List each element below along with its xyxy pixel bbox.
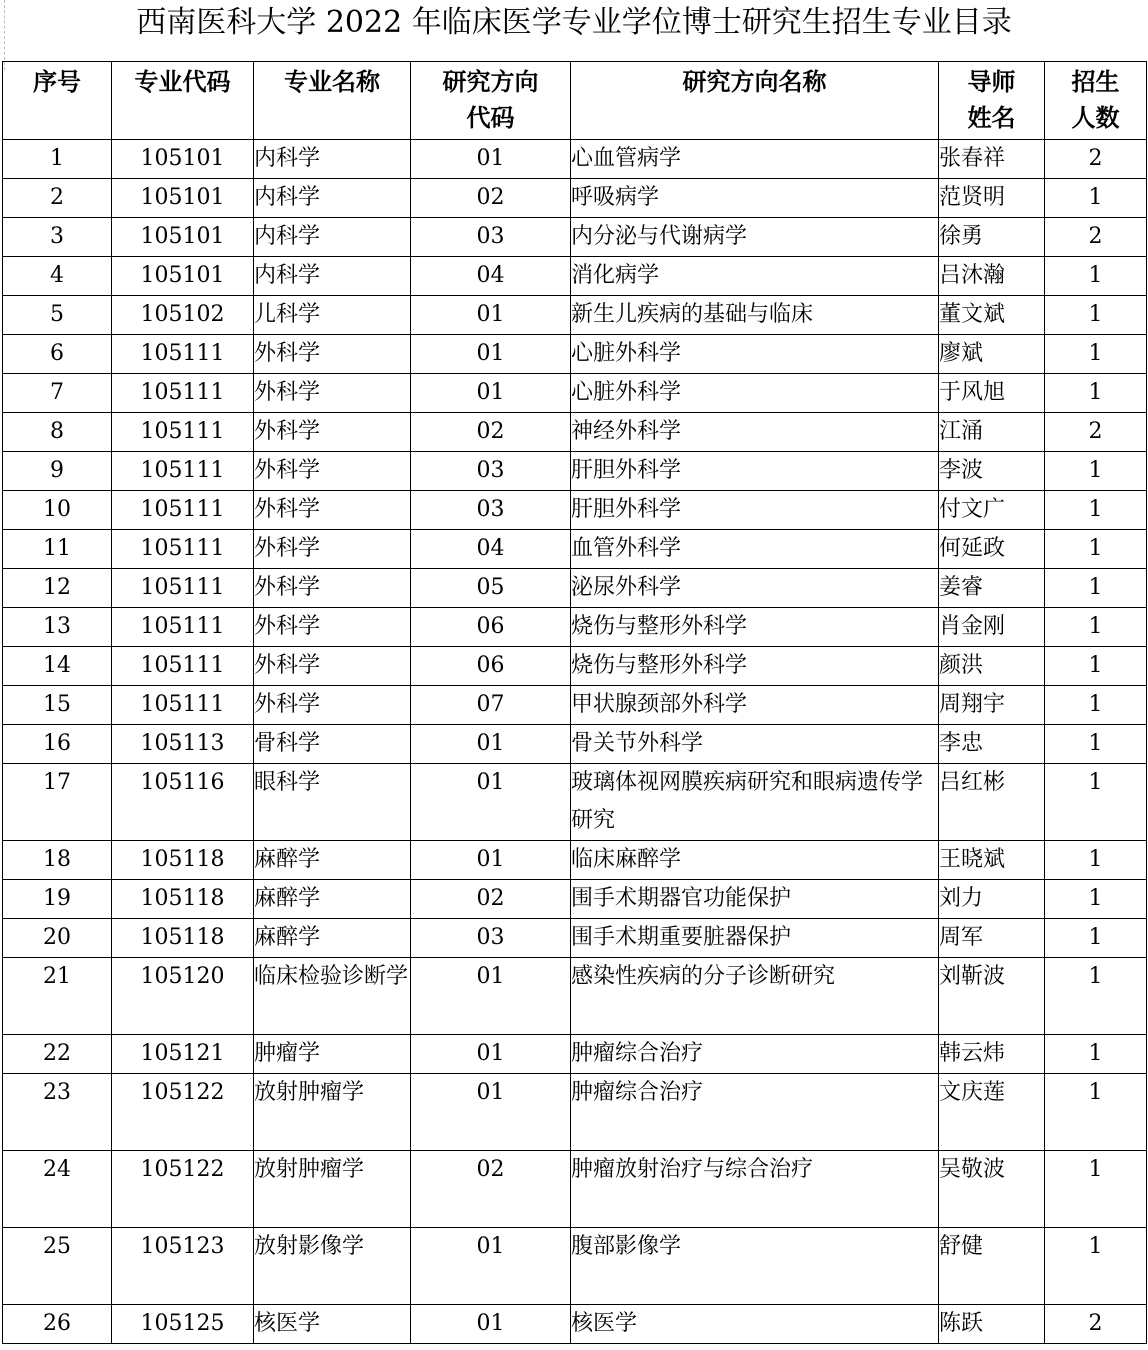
cell-major-code: 105125 [112, 1305, 254, 1344]
cell-major-code: 105123 [112, 1228, 254, 1305]
cell-supervisor: 吕沐瀚 [939, 257, 1045, 296]
cell-quota: 1 [1045, 958, 1147, 1035]
cell-quota: 1 [1045, 179, 1147, 218]
table-row [3, 218, 1147, 257]
cell-index: 1 [3, 140, 112, 179]
cell-direction-name: 肿瘤放射治疗与综合治疗 [571, 1151, 939, 1228]
cell-major-code: 105120 [112, 958, 254, 1035]
table-row [3, 257, 1147, 296]
table-row [3, 413, 1147, 452]
cell-direction-name: 围手术期重要脏器保护 [571, 919, 939, 958]
cell-direction-code: 03 [411, 919, 571, 958]
cell-direction-name: 血管外科学 [571, 530, 939, 569]
cell-major-name: 内科学 [254, 218, 411, 257]
table-row [3, 179, 1147, 218]
cell-direction-code: 01 [411, 1305, 571, 1344]
cell-direction-name: 骨关节外科学 [571, 725, 939, 764]
cell-supervisor: 董文斌 [939, 296, 1045, 335]
cell-supervisor: 何延政 [939, 530, 1045, 569]
cell-direction-name: 神经外科学 [571, 413, 939, 452]
header-quota: 招生人数 [1045, 62, 1147, 140]
cell-supervisor: 廖斌 [939, 335, 1045, 374]
cell-direction-name: 心脏外科学 [571, 374, 939, 413]
cell-major-name: 眼科学 [254, 764, 411, 841]
cell-direction-name: 泌尿外科学 [571, 569, 939, 608]
cell-quota: 1 [1045, 1074, 1147, 1151]
cell-major-name: 外科学 [254, 413, 411, 452]
cell-direction-code: 01 [411, 296, 571, 335]
cell-quota: 2 [1045, 1305, 1147, 1344]
cell-direction-code: 06 [411, 647, 571, 686]
cell-direction-code: 02 [411, 179, 571, 218]
cell-direction-name: 心血管病学 [571, 140, 939, 179]
cell-supervisor: 刘靳波 [939, 958, 1045, 1035]
cell-direction-code: 02 [411, 413, 571, 452]
cell-index: 16 [3, 725, 112, 764]
cell-direction-name: 围手术期器官功能保护 [571, 880, 939, 919]
table-row [3, 958, 1147, 1035]
table-row [3, 296, 1147, 335]
cell-direction-code: 06 [411, 608, 571, 647]
cell-direction-code: 01 [411, 335, 571, 374]
table-row [3, 1305, 1147, 1344]
table-row [3, 452, 1147, 491]
table-row [3, 725, 1147, 764]
cell-index: 13 [3, 608, 112, 647]
cell-major-name: 外科学 [254, 647, 411, 686]
cell-major-code: 105118 [112, 841, 254, 880]
cell-index: 25 [3, 1228, 112, 1305]
cell-quota: 1 [1045, 1228, 1147, 1305]
cell-quota: 1 [1045, 686, 1147, 725]
cell-quota: 1 [1045, 569, 1147, 608]
cell-supervisor: 周翔宇 [939, 686, 1045, 725]
cell-major-name: 外科学 [254, 491, 411, 530]
cell-direction-name: 烧伤与整形外科学 [571, 647, 939, 686]
cell-direction-name: 肝胆外科学 [571, 491, 939, 530]
cell-major-code: 105111 [112, 608, 254, 647]
document-title: 西南医科大学 2022 年临床医学专业学位博士研究生招生专业目录 [136, 5, 1012, 40]
cell-direction-name: 玻璃体视网膜疾病研究和眼病遗传学研究 [571, 764, 939, 841]
table-header-row [3, 62, 1147, 140]
table-row [3, 686, 1147, 725]
cell-direction-name: 肿瘤综合治疗 [571, 1074, 939, 1151]
cell-index: 15 [3, 686, 112, 725]
cell-direction-name: 核医学 [571, 1305, 939, 1344]
cell-major-code: 105101 [112, 218, 254, 257]
cell-supervisor: 姜睿 [939, 569, 1045, 608]
cell-index: 17 [3, 764, 112, 841]
cell-quota: 1 [1045, 452, 1147, 491]
cell-quota: 1 [1045, 296, 1147, 335]
cell-direction-code: 03 [411, 491, 571, 530]
cell-direction-code: 01 [411, 841, 571, 880]
table-row [3, 335, 1147, 374]
cell-direction-code: 01 [411, 764, 571, 841]
cell-direction-name: 肝胆外科学 [571, 452, 939, 491]
table-row [3, 919, 1147, 958]
cell-quota: 1 [1045, 608, 1147, 647]
cell-index: 6 [3, 335, 112, 374]
cell-major-name: 外科学 [254, 530, 411, 569]
cell-supervisor: 李波 [939, 452, 1045, 491]
cell-direction-name: 呼吸病学 [571, 179, 939, 218]
cell-index: 11 [3, 530, 112, 569]
cell-direction-code: 01 [411, 1228, 571, 1305]
cell-index: 18 [3, 841, 112, 880]
cell-quota: 1 [1045, 1151, 1147, 1228]
cell-quota: 1 [1045, 919, 1147, 958]
cell-index: 12 [3, 569, 112, 608]
cell-major-code: 105101 [112, 179, 254, 218]
cell-major-name: 外科学 [254, 452, 411, 491]
cell-supervisor: 江涌 [939, 413, 1045, 452]
table-row [3, 647, 1147, 686]
header-major-code: 专业代码 [112, 62, 254, 140]
cell-major-code: 105121 [112, 1035, 254, 1074]
cell-direction-name: 临床麻醉学 [571, 841, 939, 880]
cell-major-code: 105111 [112, 413, 254, 452]
header-major-name: 专业名称 [254, 62, 411, 140]
cell-major-name: 外科学 [254, 608, 411, 647]
cell-supervisor: 文庆莲 [939, 1074, 1045, 1151]
cell-major-name: 临床检验诊断学 [254, 958, 411, 1035]
cell-major-name: 放射影像学 [254, 1228, 411, 1305]
table-row [3, 1074, 1147, 1151]
cell-index: 10 [3, 491, 112, 530]
table-row [3, 841, 1147, 880]
cell-major-code: 105111 [112, 452, 254, 491]
cell-index: 22 [3, 1035, 112, 1074]
cell-direction-code: 03 [411, 452, 571, 491]
cell-quota: 1 [1045, 647, 1147, 686]
cell-major-name: 麻醉学 [254, 841, 411, 880]
cell-direction-name: 腹部影像学 [571, 1228, 939, 1305]
cell-index: 8 [3, 413, 112, 452]
cell-direction-name: 烧伤与整形外科学 [571, 608, 939, 647]
cell-direction-code: 01 [411, 958, 571, 1035]
cell-quota: 2 [1045, 218, 1147, 257]
cell-direction-name: 内分泌与代谢病学 [571, 218, 939, 257]
cell-major-code: 105118 [112, 880, 254, 919]
cell-direction-code: 01 [411, 140, 571, 179]
cell-index: 9 [3, 452, 112, 491]
cell-supervisor: 付文广 [939, 491, 1045, 530]
cell-direction-code: 02 [411, 1151, 571, 1228]
cell-quota: 2 [1045, 140, 1147, 179]
cell-major-code: 105102 [112, 296, 254, 335]
cell-major-name: 儿科学 [254, 296, 411, 335]
cell-major-name: 麻醉学 [254, 880, 411, 919]
cell-supervisor: 李忠 [939, 725, 1045, 764]
table-row [3, 530, 1147, 569]
cell-supervisor: 周军 [939, 919, 1045, 958]
table-body [3, 140, 1147, 1344]
cell-major-code: 105111 [112, 530, 254, 569]
cell-direction-name: 肿瘤综合治疗 [571, 1035, 939, 1074]
table-row [3, 1035, 1147, 1074]
cell-major-name: 内科学 [254, 257, 411, 296]
cell-supervisor: 陈跃 [939, 1305, 1045, 1344]
cell-direction-code: 02 [411, 880, 571, 919]
cell-supervisor: 王晓斌 [939, 841, 1045, 880]
cell-supervisor: 韩云炜 [939, 1035, 1045, 1074]
cell-direction-code: 01 [411, 1074, 571, 1151]
cell-major-name: 外科学 [254, 686, 411, 725]
cell-quota: 1 [1045, 257, 1147, 296]
cell-supervisor: 于风旭 [939, 374, 1045, 413]
header-direction-name: 研究方向名称 [571, 62, 939, 140]
table-row [3, 880, 1147, 919]
cell-major-name: 外科学 [254, 374, 411, 413]
cell-supervisor: 张春祥 [939, 140, 1045, 179]
cell-index: 20 [3, 919, 112, 958]
table-row [3, 140, 1147, 179]
cell-quota: 1 [1045, 725, 1147, 764]
cell-supervisor: 吴敬波 [939, 1151, 1045, 1228]
cell-index: 5 [3, 296, 112, 335]
cell-index: 2 [3, 179, 112, 218]
cell-supervisor: 颜洪 [939, 647, 1045, 686]
cell-major-code: 105111 [112, 569, 254, 608]
cell-direction-code: 05 [411, 569, 571, 608]
cell-major-name: 放射肿瘤学 [254, 1074, 411, 1151]
cell-quota: 1 [1045, 880, 1147, 919]
cell-index: 21 [3, 958, 112, 1035]
cell-supervisor: 吕红彬 [939, 764, 1045, 841]
cell-major-name: 内科学 [254, 179, 411, 218]
cell-major-name: 麻醉学 [254, 919, 411, 958]
table-row [3, 491, 1147, 530]
cell-index: 24 [3, 1151, 112, 1228]
cell-index: 23 [3, 1074, 112, 1151]
cell-index: 3 [3, 218, 112, 257]
cell-major-code: 105116 [112, 764, 254, 841]
cell-major-name: 内科学 [254, 140, 411, 179]
cell-quota: 1 [1045, 530, 1147, 569]
cell-direction-code: 04 [411, 530, 571, 569]
header-index: 序号 [3, 62, 112, 140]
cell-direction-name: 感染性疾病的分子诊断研究 [571, 958, 939, 1035]
cell-direction-code: 03 [411, 218, 571, 257]
cell-major-code: 105113 [112, 725, 254, 764]
table-row [3, 1151, 1147, 1228]
cell-supervisor: 舒健 [939, 1228, 1045, 1305]
cell-major-code: 105122 [112, 1151, 254, 1228]
header-direction-code: 研究方向代码 [411, 62, 571, 140]
cell-quota: 1 [1045, 335, 1147, 374]
cell-index: 4 [3, 257, 112, 296]
cell-direction-name: 甲状腺颈部外科学 [571, 686, 939, 725]
cell-supervisor: 肖金刚 [939, 608, 1045, 647]
table-row [3, 608, 1147, 647]
cell-index: 7 [3, 374, 112, 413]
cell-direction-code: 01 [411, 1035, 571, 1074]
cell-major-code: 105111 [112, 686, 254, 725]
cell-major-name: 外科学 [254, 335, 411, 374]
cell-quota: 1 [1045, 841, 1147, 880]
cell-direction-code: 01 [411, 374, 571, 413]
cell-direction-name: 心脏外科学 [571, 335, 939, 374]
cell-supervisor: 范贤明 [939, 179, 1045, 218]
cell-major-code: 105111 [112, 374, 254, 413]
cell-direction-name: 新生儿疾病的基础与临床 [571, 296, 939, 335]
cell-direction-name: 消化病学 [571, 257, 939, 296]
table-row [3, 374, 1147, 413]
cell-major-code: 105101 [112, 257, 254, 296]
cell-major-code: 105101 [112, 140, 254, 179]
cell-quota: 2 [1045, 413, 1147, 452]
cell-quota: 1 [1045, 1035, 1147, 1074]
cell-major-name: 肿瘤学 [254, 1035, 411, 1074]
cell-quota: 1 [1045, 764, 1147, 841]
cell-major-code: 105111 [112, 647, 254, 686]
table-row [3, 569, 1147, 608]
cell-direction-code: 04 [411, 257, 571, 296]
cell-major-name: 核医学 [254, 1305, 411, 1344]
header-supervisor: 导师姓名 [939, 62, 1045, 140]
cell-supervisor: 刘力 [939, 880, 1045, 919]
cell-major-name: 骨科学 [254, 725, 411, 764]
cell-index: 19 [3, 880, 112, 919]
cell-major-name: 外科学 [254, 569, 411, 608]
cell-index: 14 [3, 647, 112, 686]
cell-major-name: 放射肿瘤学 [254, 1151, 411, 1228]
cell-direction-code: 07 [411, 686, 571, 725]
cell-direction-code: 01 [411, 725, 571, 764]
cell-supervisor: 徐勇 [939, 218, 1045, 257]
cell-major-code: 105122 [112, 1074, 254, 1151]
cell-quota: 1 [1045, 491, 1147, 530]
cell-quota: 1 [1045, 374, 1147, 413]
enrollment-catalog-table [2, 61, 1147, 1344]
table-row [3, 764, 1147, 841]
cell-major-code: 105111 [112, 491, 254, 530]
table-row [3, 1228, 1147, 1305]
cell-index: 26 [3, 1305, 112, 1344]
cell-major-code: 105118 [112, 919, 254, 958]
cell-major-code: 105111 [112, 335, 254, 374]
